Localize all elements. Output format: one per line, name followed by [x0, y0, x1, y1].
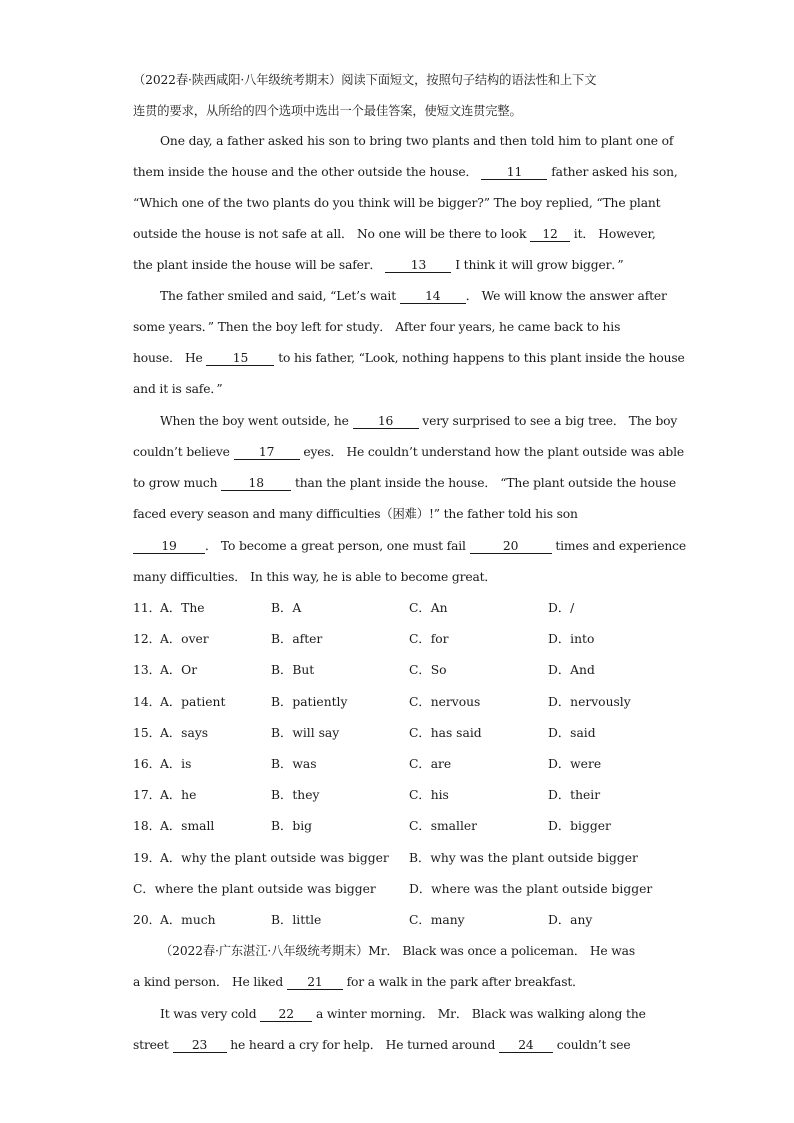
passage1-line: some years．” Then the boy left for study． After four years, he came back to his — [133, 320, 621, 334]
option-b[interactable]: B．But — [271, 663, 315, 678]
option-c[interactable]: C．where the plant outside was bigger — [133, 881, 376, 896]
option-d[interactable]: D．any — [548, 913, 593, 927]
option-c[interactable]: C．has said — [409, 725, 482, 740]
passage1-instruction-line2: 连贯的要求，从所给的四个选项中选出一个最佳答案，使短文连贯完整。 — [133, 104, 522, 118]
blank-24: 24 — [499, 1038, 553, 1053]
option-b[interactable]: B．big — [271, 819, 313, 834]
question-number: 11． — [133, 601, 161, 615]
option-c[interactable]: C．for — [409, 632, 449, 647]
blank-17: 17 — [234, 445, 300, 460]
passage1-line: faced every season and many difficulties（困难）!” the father told his son — [133, 507, 578, 521]
passage1-line: 19 ． To become a great person, one must fail 20 times and experience — [133, 538, 686, 554]
option-a[interactable]: A．much — [160, 913, 216, 927]
passage1-line: The father smiled and said, “Let’s wait 14 ． We will know the answer after — [160, 289, 667, 303]
option-b[interactable]: B．why was the plant outside bigger — [409, 850, 638, 865]
option-d[interactable]: D．where was the plant outside bigger — [409, 881, 653, 896]
option-b[interactable]: B．will say — [271, 725, 340, 740]
option-d[interactable]: D．nervously — [548, 694, 631, 709]
option-b[interactable]: B．patiently — [271, 694, 348, 709]
passage1-line: When the boy went outside, he 16 very surprised to see a big tree． The boy — [160, 414, 678, 428]
option-c[interactable]: C．are — [409, 757, 452, 771]
option-a[interactable]: A．says — [160, 725, 209, 740]
blank-15: 15 — [206, 351, 274, 366]
passage1-line: many difficulties． In this way, he is able to become great． — [133, 570, 497, 584]
blank-21: 21 — [287, 975, 343, 990]
passage1-line: “Which one of the two plants do you think will be bigger?” The boy replied, “The plant — [133, 196, 661, 210]
passage2-line: （2022春·广东湛江·八年级统考期末）Mr． Black was once a policeman． He was — [160, 944, 636, 958]
passage1-line: the plant inside the house will be safer． 13 I think it will grow bigger．” — [133, 258, 624, 272]
option-d[interactable]: D．their — [548, 788, 601, 803]
blank-19: 19 — [133, 539, 205, 554]
option-a[interactable]: A．why the plant outside was bigger — [160, 850, 389, 865]
option-c[interactable]: C．many — [409, 913, 465, 927]
option-a[interactable]: A．small — [160, 819, 215, 834]
question-number: 15． — [133, 725, 161, 740]
option-a[interactable]: A．The — [160, 601, 205, 615]
option-c[interactable]: C．his — [409, 788, 449, 803]
option-d[interactable]: D．into — [548, 632, 595, 647]
blank-14: 14 — [400, 289, 466, 304]
option-c[interactable]: C．An — [409, 601, 448, 615]
option-a[interactable]: A．patient — [160, 694, 226, 709]
option-b[interactable]: B．little — [271, 913, 322, 927]
option-d[interactable]: D．And — [548, 663, 595, 678]
option-d[interactable]: D．said — [548, 725, 596, 740]
question-number: 13． — [133, 663, 161, 678]
blank-20: 20 — [470, 539, 552, 554]
passage2-line: street 23 he heard a cry for help． He turned around 24 couldn’t see — [133, 1038, 631, 1052]
question-number: 16． — [133, 757, 161, 771]
passage1-line: and it is safe．” — [133, 382, 223, 396]
blank-13: 13 — [385, 258, 451, 273]
option-c[interactable]: C．nervous — [409, 694, 481, 709]
blank-16: 16 — [353, 414, 419, 429]
option-a[interactable]: A．over — [160, 632, 209, 647]
question-number: 18． — [133, 819, 161, 834]
option-a[interactable]: A．Or — [160, 663, 198, 678]
option-a[interactable]: A．he — [160, 788, 197, 803]
option-b[interactable]: B．after — [271, 632, 323, 647]
option-c[interactable]: C．So — [409, 663, 447, 678]
option-d[interactable]: D．were — [548, 757, 602, 771]
blank-18: 18 — [221, 476, 291, 491]
question-number: 17． — [133, 788, 161, 803]
option-b[interactable]: B．was — [271, 757, 317, 771]
passage1-line: house． He 15 to his father, “Look, nothing happens to this plant inside the house — [133, 351, 685, 365]
passage1-instruction-line1: （2022春·陕西咸阳·八年级统考期末）阅读下面短文，按照句子结构的语法性和上下文 — [133, 73, 597, 87]
question-number: 14． — [133, 694, 161, 709]
passage2-line: It was very cold 22 a winter morning． Mr． Black was walking along the — [160, 1007, 646, 1021]
option-b[interactable]: B．they — [271, 788, 320, 803]
option-b[interactable]: B．A — [271, 601, 302, 615]
passage2-line: a kind person． He liked 21 for a walk in the park after breakfast． — [133, 975, 585, 989]
passage1-line: them inside the house and the other outside the house． 11 father asked his son, — [133, 165, 678, 179]
question-number: 20． — [133, 913, 161, 927]
question-number: 12． — [133, 632, 161, 647]
blank-11: 11 — [481, 165, 547, 180]
passage1-line: to grow much 18 than the plant inside the house． “The plant outside the house — [133, 476, 676, 490]
option-d[interactable]: D．/ — [548, 601, 575, 615]
blank-12: 12 — [530, 227, 570, 242]
option-c[interactable]: C．smaller — [409, 819, 478, 834]
option-a[interactable]: A．is — [160, 757, 192, 771]
passage1-line: outside the house is not safe at all． No one will be there to look 12 it． However, — [133, 227, 656, 241]
passage1-line: couldn’t believe 17 eyes． He couldn’t understand how the plant outside was able — [133, 445, 685, 459]
question-number: 19． — [133, 850, 161, 865]
passage1-line: One day, a father asked his son to bring two plants and then told him to plant one of — [160, 134, 674, 148]
option-d[interactable]: D．bigger — [548, 819, 611, 834]
blank-22: 22 — [260, 1007, 312, 1022]
blank-23: 23 — [173, 1038, 227, 1053]
